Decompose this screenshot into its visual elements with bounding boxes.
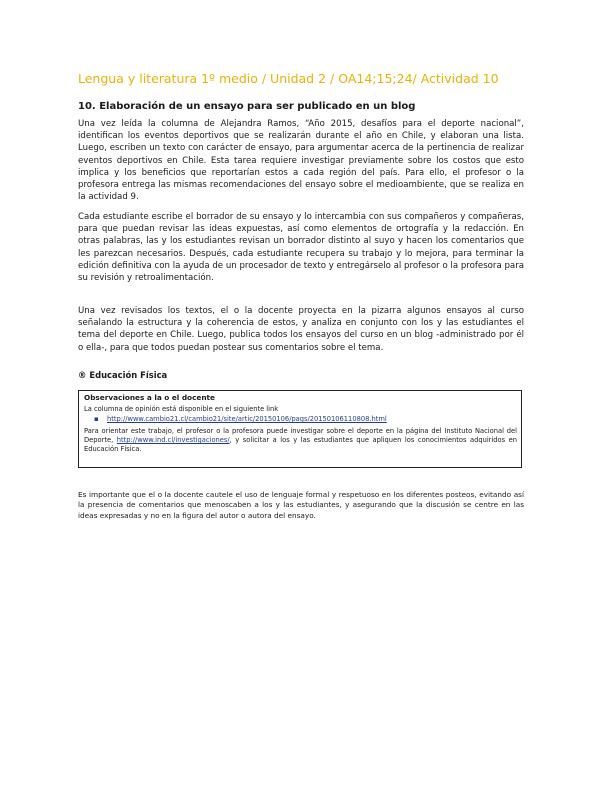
subject-crossref <box>78 370 167 380</box>
paragraph-intro: Una vez leída la columna de Alejandra Ramos, “Año 2015, desafíos para el deporte nacional”, identifican los eventos deportivos que se realizarán durante el año en Chile, y elaboran una lista. Luego, escriben un texto con carácter de ensayo, para argumentar acerca de la pertinencia de realizar eventos deportivos en Chile. Esta tarea requiere investigar previamente sobre los costos que esto implica y los beneficios que reportarían estos a cada región del país. Para ello, el profesor o la profesora entrega las mismas recomendaciones del ensayo sobre el medioambiente, que se realiza en la actividad 9. <box>78 119 524 203</box>
paragraph-draft-review: Cada estudiante escribe el borrador de su ensayo y lo intercambia con sus compañeros y compañeras, para que puedan revisar las ideas expuestas, así como elementos de ortografía y la redacción. En otras palabras, las y los estudiantes revisan un borrador distinto al suyo y hacen los comentarios que les parezcan necesarios. Después, cada estudiante recupera su trabajo y lo mejora, para terminar la edición definitiva con la ayuda de un procesador de texto y entregárselo al profesor o la profesora para su revisión y retroalimentación. <box>78 212 524 284</box>
closing-paragraph: Es importante que el o la docente cautele el uso de lenguaje formal y respetuoso en los diferentes posteos, evitando así la presencia de comentarios que menoscaben a los y las estudiantes, y asegurando que la discusión se centre en las ideas expresadas y no en la figura del autor o autora del ensayo. <box>78 490 524 520</box>
subject-label: Educación Física <box>89 370 168 380</box>
teacher-observations-box <box>78 390 522 468</box>
observations-intro: La columna de opinión está disponible en el siguiente link <box>84 405 279 413</box>
paragraph-blog-publication: Una vez revisados los textos, el o la docente proyecta en la pizarra algunos ensayos al curso señalando la estructura y la coherencia de estos, y analiza en conjunto con los y las estudiantes el tema del deporte en Chile. Luego, publica todos los ensayos del curso en un blog -administrado por él o ella-, para que todos puedan postear sus comentarios sobre el tema. <box>78 306 524 353</box>
guidance-text-before: Para orientar este trabajo, el profesor o la profesora puede investigar sobre el deporte en la página del Instituto Nacional del Deporte, <box>84 427 517 444</box>
column-link[interactable]: http://www.cambio21.cl/cambio21/site/artic/20150106/pags/20150106110808.html <box>107 415 387 423</box>
activity-title: 10. Elaboración de un ensayo para ser publicado en un blog <box>78 101 416 112</box>
observations-link-list <box>84 415 517 424</box>
observations-title: Observaciones a la o el docente <box>84 393 215 402</box>
guidance-text-after: , y solicitar a los y las estudiantes que apliquen los conocimientos adquiridos en Educación Física. <box>84 436 517 453</box>
page-header-title: Lengua y literatura 1º medio / Unidad 2 / OA14;15;24/ Actividad 10 <box>78 71 499 86</box>
square-bullet-icon: ▪ <box>94 415 99 423</box>
registered-mark-icon: ® <box>78 370 87 380</box>
observations-guidance <box>84 427 517 454</box>
ind-link[interactable]: http://www.ind.cl/investigaciones/ <box>116 436 230 444</box>
list-item <box>84 415 517 424</box>
